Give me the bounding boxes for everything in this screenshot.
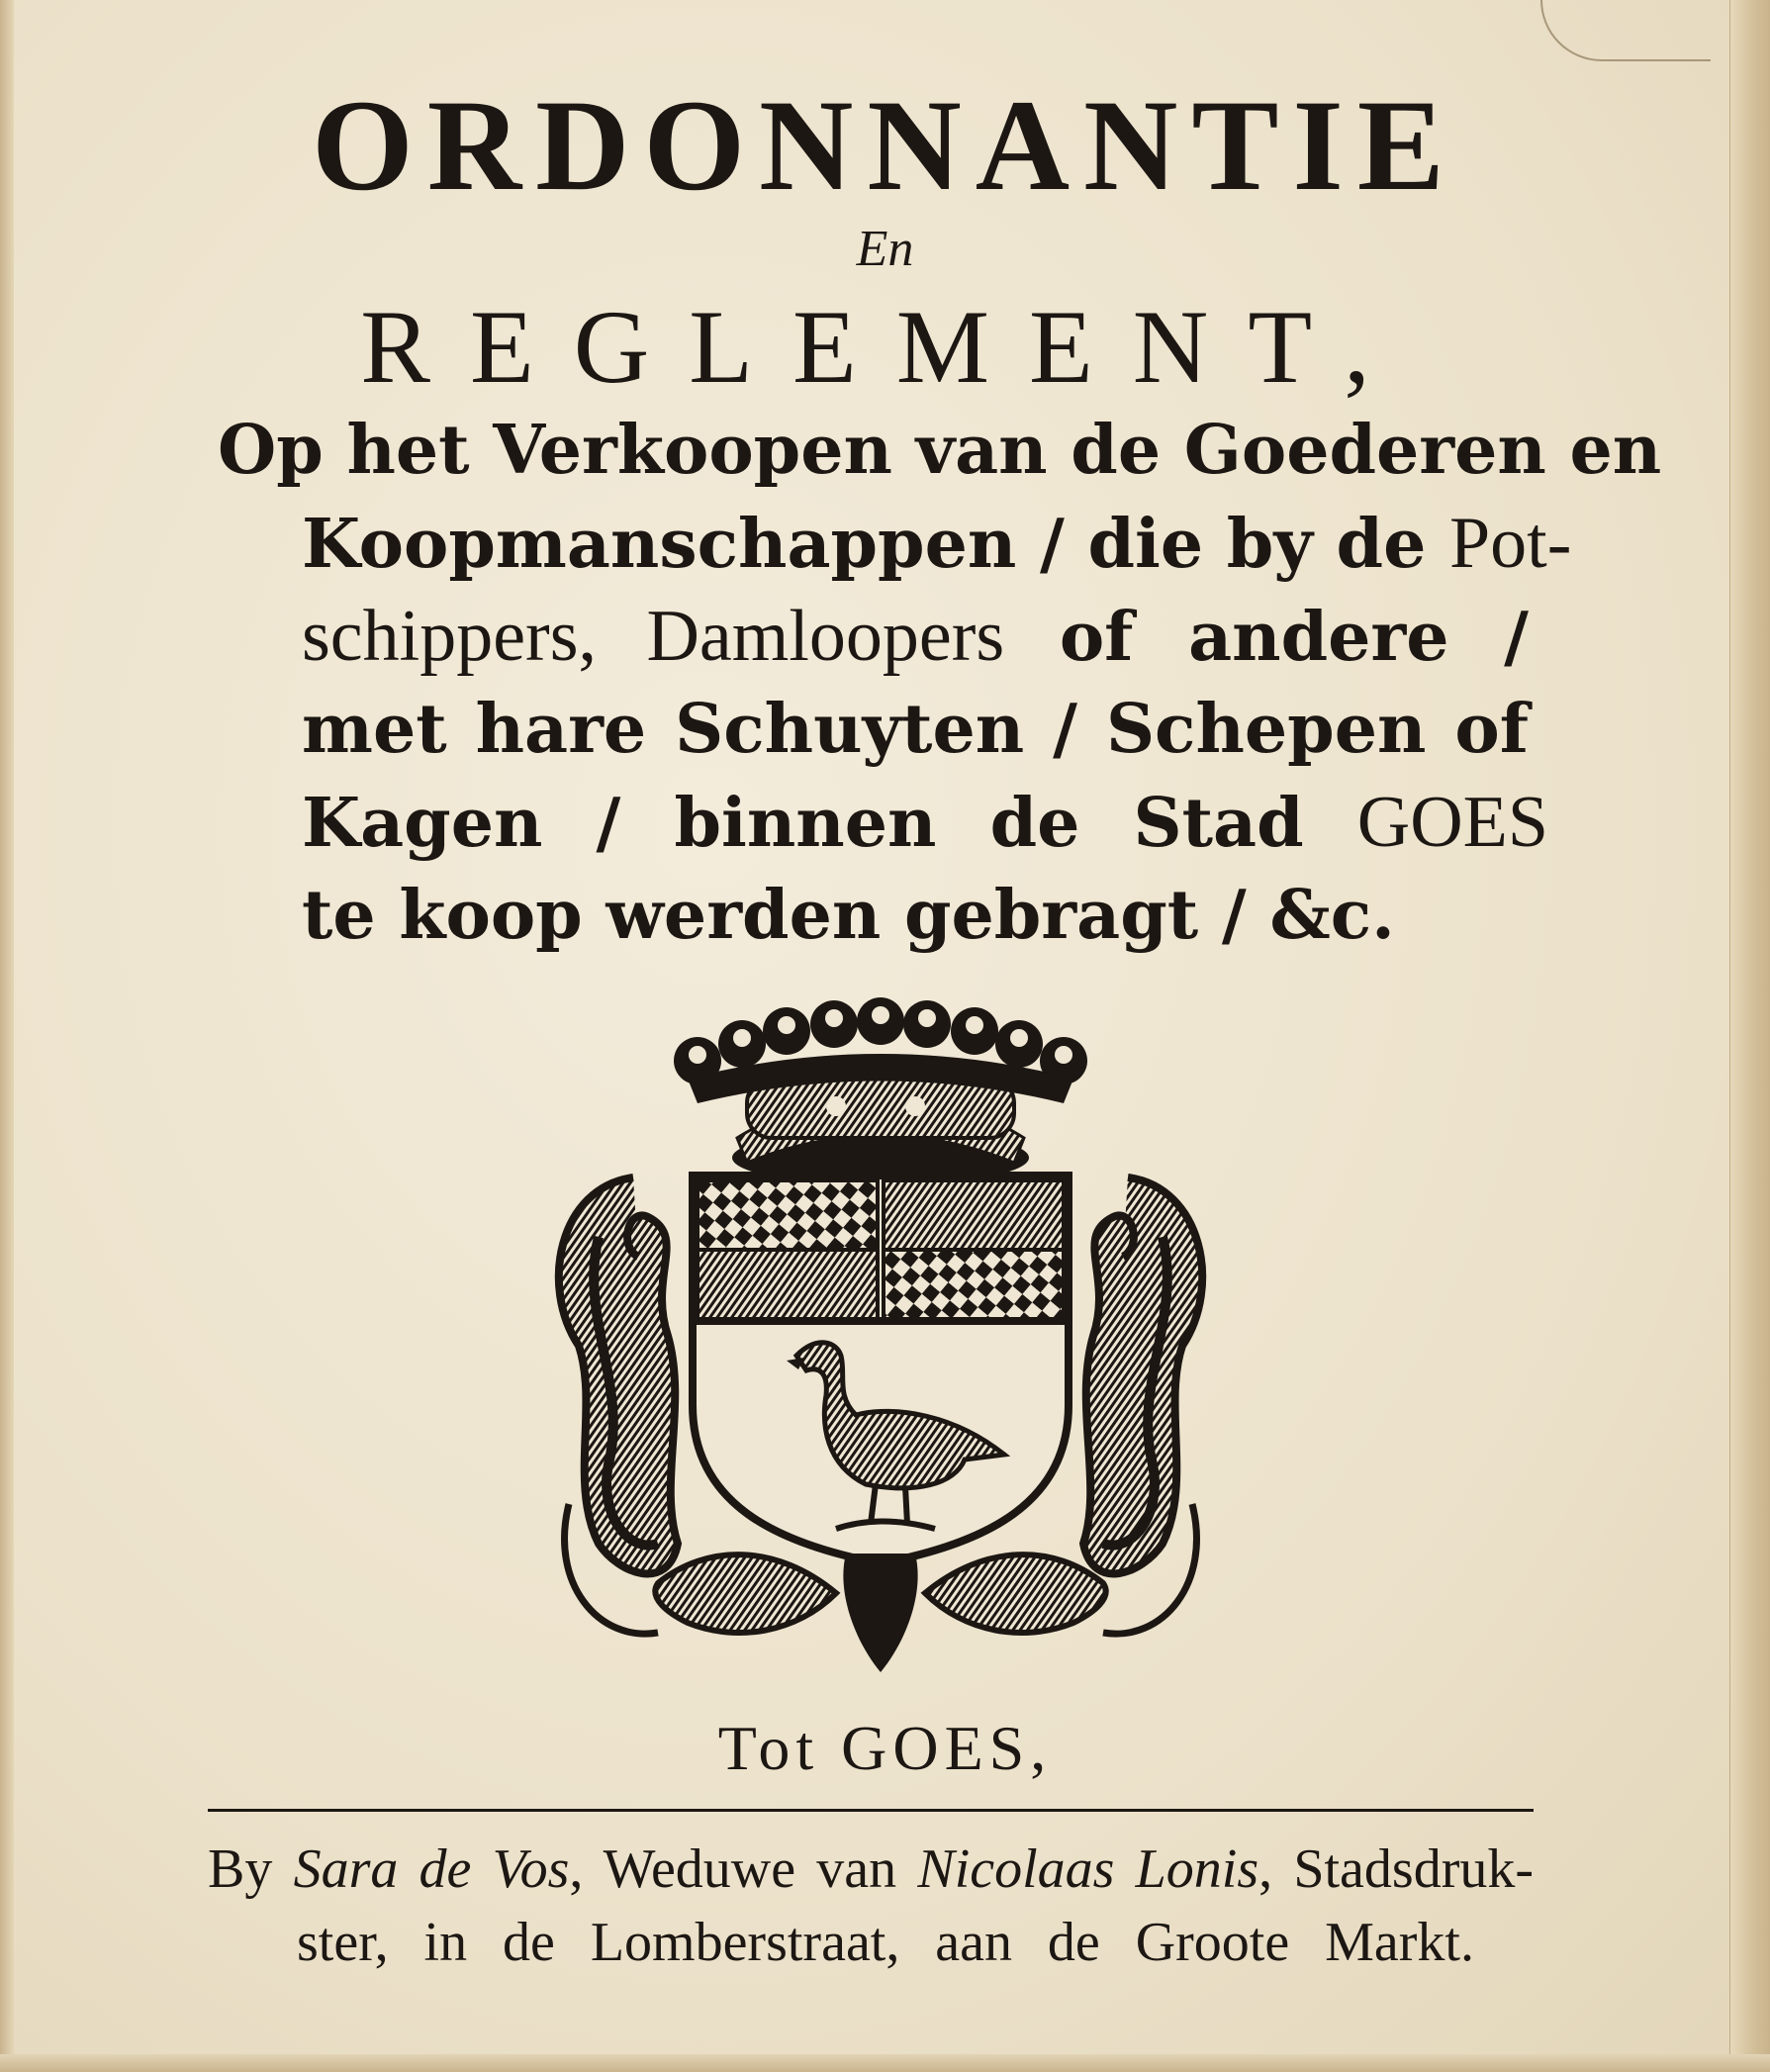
subtitle-line-5 — [302, 776, 1548, 870]
subtitle-text-roman: Pot- — [1449, 503, 1572, 584]
imprint-line-2: ster, in de Lomberstraat, aan de Groote Markt. — [297, 1912, 1474, 1973]
title-connector: En — [856, 221, 914, 277]
imprint-husband-name: Nicolaas Lonis — [917, 1838, 1259, 1900]
left-mantling-icon — [559, 1177, 678, 1573]
subtitle-line-4 — [302, 683, 1529, 776]
subtitle-text-roman: GOES — [1356, 782, 1548, 863]
subtitle-line-2 — [302, 497, 1572, 591]
imprint-title: , Stadsdruk- — [1258, 1838, 1534, 1900]
subtitle-text: Koopmanschappen / die by de — [302, 505, 1450, 584]
crown-icon — [674, 997, 1087, 1185]
subtitle-line-6 — [302, 869, 1395, 962]
title-reglement: REGLEMENT, — [360, 289, 1410, 405]
right-mantling-icon — [1083, 1177, 1202, 1573]
subtitle-text: Kagen / binnen de Stad — [302, 784, 1357, 863]
subtitle-text: met hare Schuyten / Schepen of — [302, 690, 1529, 769]
title-ordonnantie: ORDONNANTIE — [312, 72, 1458, 218]
subtitle-line-3 — [302, 590, 1529, 684]
subtitle-text: Op het Verkoopen van de Goederen en — [218, 411, 1662, 490]
imprint-widow-of: , Weduwe van — [569, 1838, 897, 1900]
imprint-place: Tot GOES, — [717, 1713, 1053, 1783]
subtitle-text: of andere / — [1004, 598, 1529, 677]
subtitle-text: te koop werden gebragt / &c. — [302, 876, 1395, 955]
subtitle-line-1 — [218, 404, 1662, 497]
coat-of-arms-emblem — [539, 989, 1222, 1687]
imprint-rule — [208, 1809, 1534, 1812]
page-edge-bottom — [0, 2054, 1770, 2072]
imprint-line-1 — [208, 1833, 1534, 1906]
shield-icon — [693, 1176, 1069, 1563]
subtitle-text-roman: schippers, Damloopers — [302, 596, 1005, 677]
imprint-printer-name: Sara de Vos — [293, 1838, 570, 1900]
imprint-by: By — [208, 1838, 273, 1900]
